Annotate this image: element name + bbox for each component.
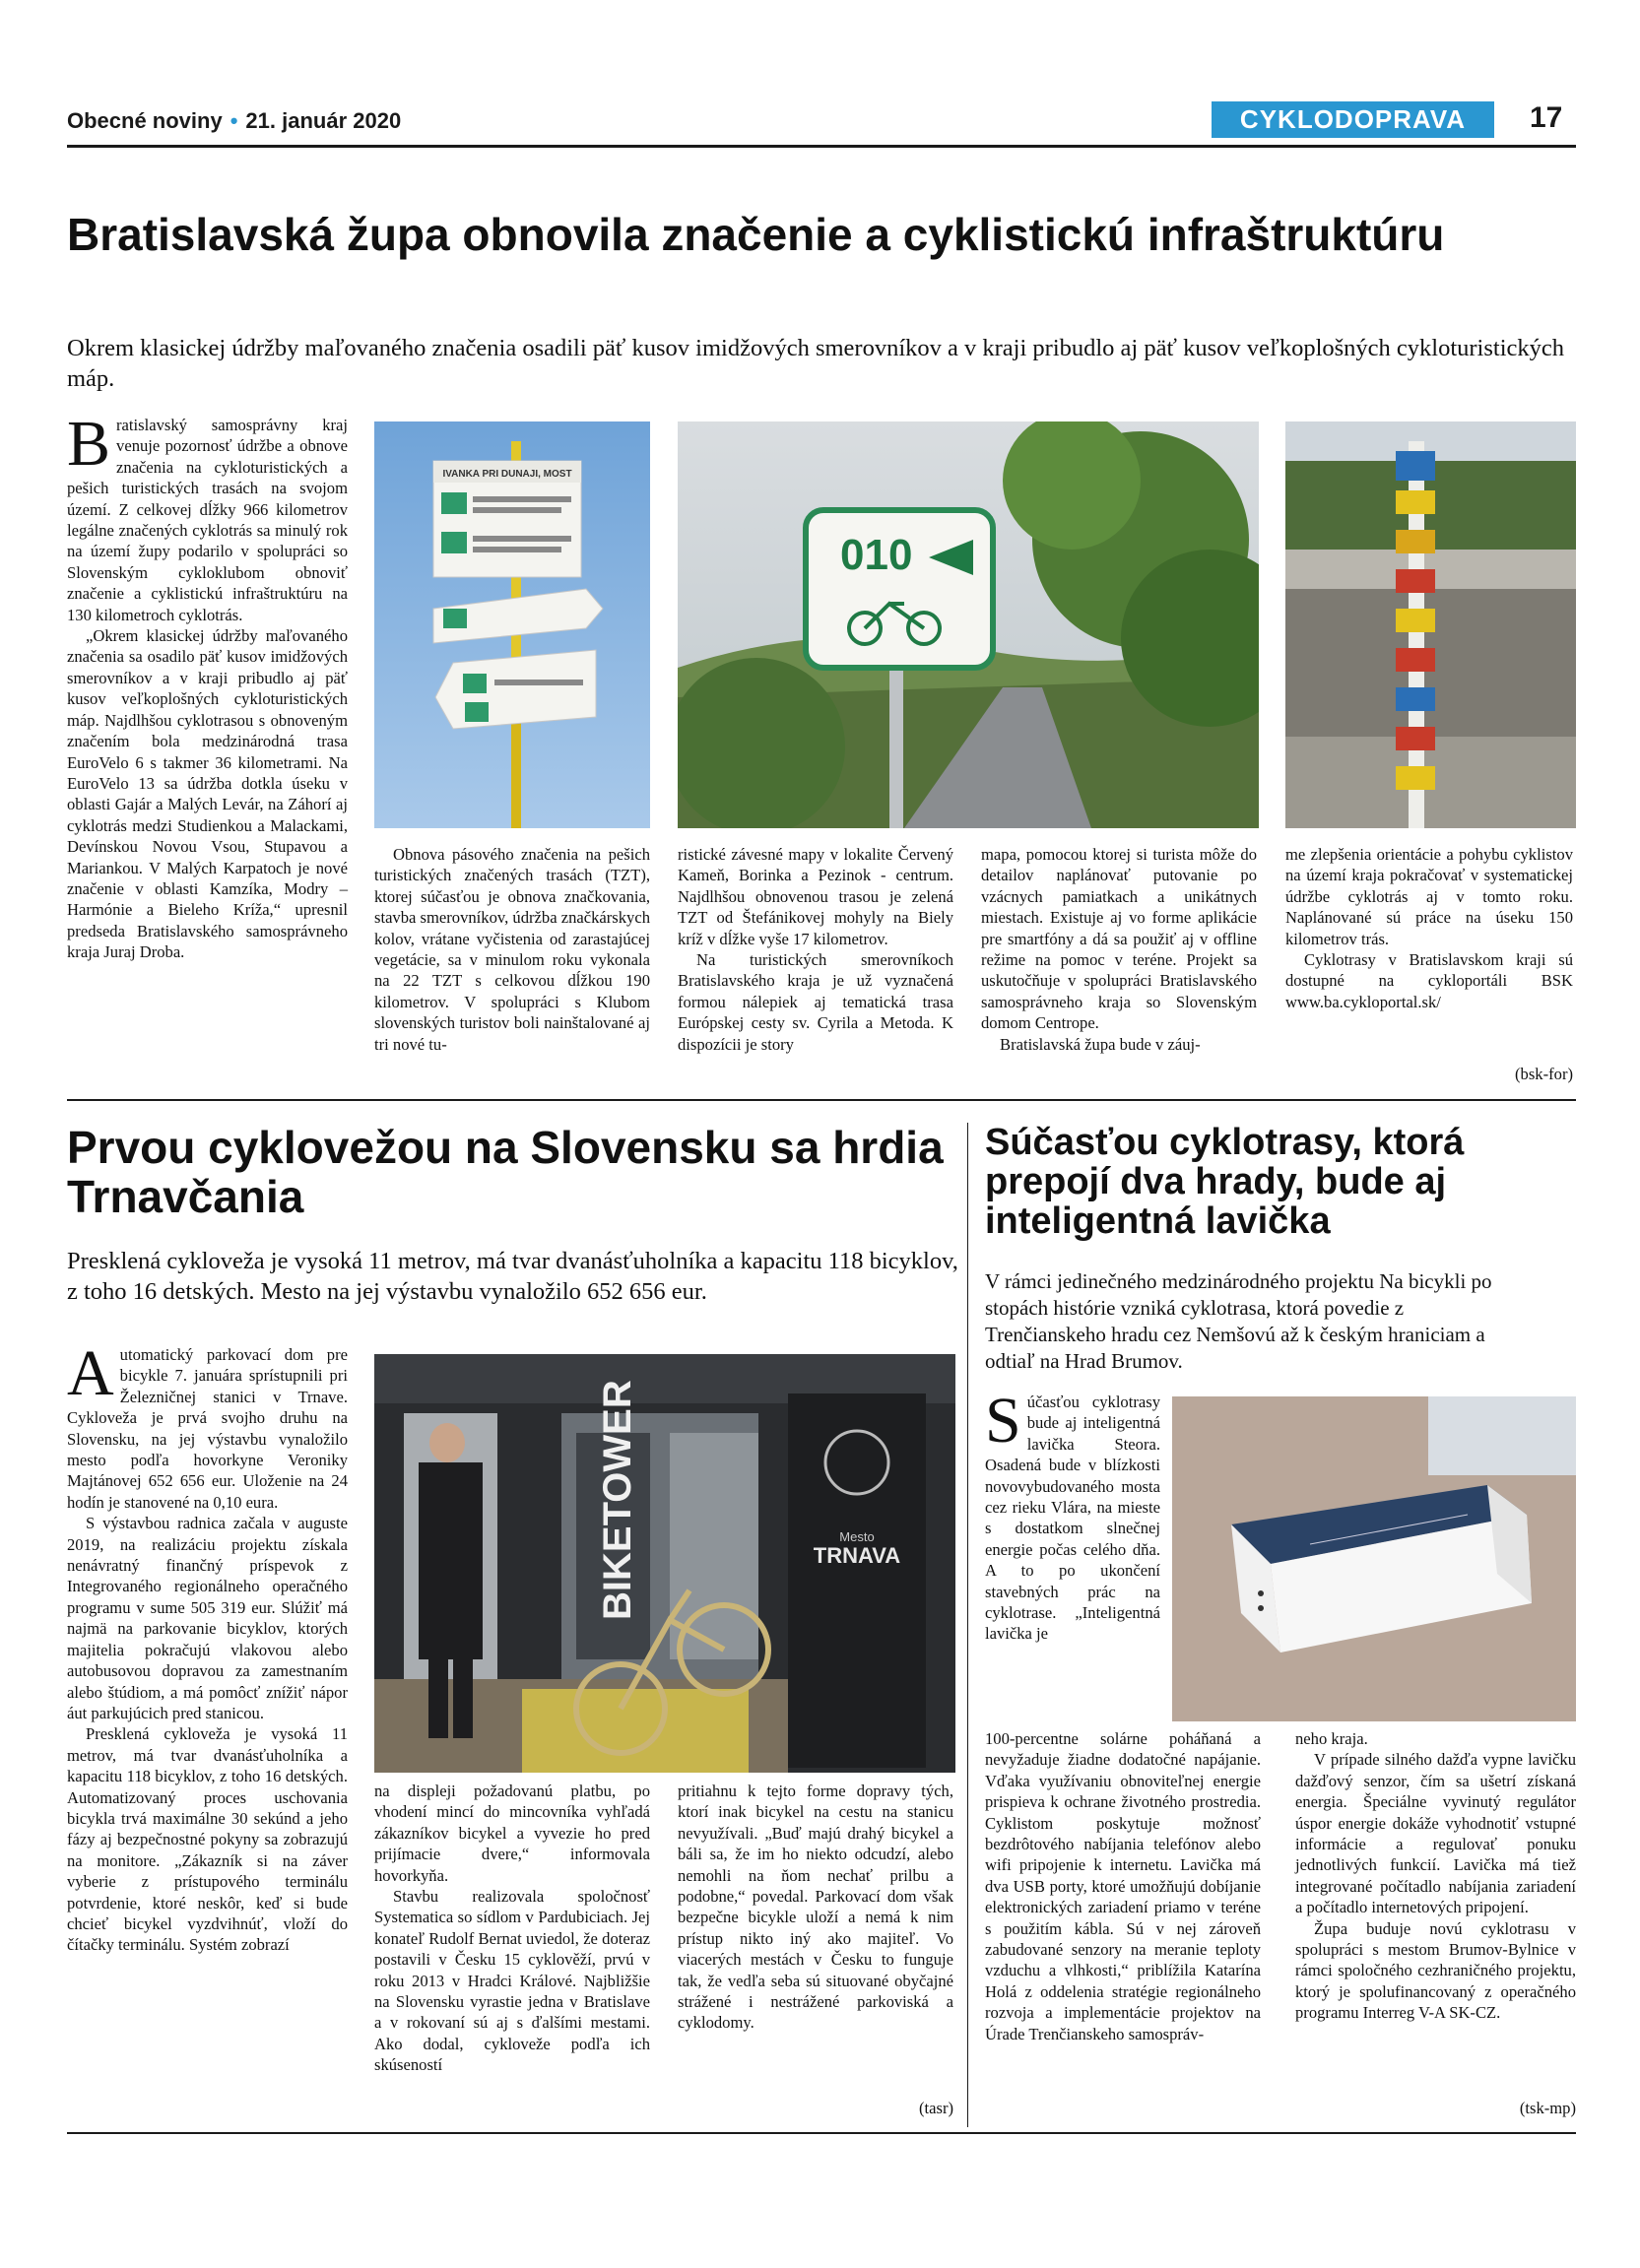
biketower-logo: BIKETOWER [596, 1380, 639, 1620]
article1-col1 [67, 408, 348, 963]
article3-dropcap: S [985, 1385, 1021, 1457]
header-rule [67, 145, 1576, 148]
article1-col2 [374, 844, 650, 1055]
issue-date: 21. január 2020 [245, 108, 402, 133]
article3-col2 [1295, 1728, 1576, 2024]
article3-col1 [985, 1728, 1261, 2044]
city-label-small: Mesto [839, 1529, 875, 1544]
photo-smart-bench [1172, 1396, 1576, 1721]
sign-route-code: 010 [840, 531, 913, 579]
header-separator: • [230, 108, 238, 133]
article3-col2-p2: V prípade silného dažďa vypne lavičku dažďový senzor, čím sa ušetrí získaná energia. Špeciálne vyvinutý regulátor úspor energie dokáže vyhodnotiť vstupné informácie a regulovať ponuku jednotlivých funkcií. Lavička má tiež integrované počítadlo nabíjania zariadení a počítadlo internetových pripojení. [1295, 1750, 1576, 1917]
article3-col1-intro: účasťou cyklotrasy bude aj inteligentná lavička Steora. Osadená bude v blízkosti novovybudovaného mosta cez rieku Vlára, na mieste s dostatkom slnečnej energie počas celého dňa. A to po ukončení stavebných prác na cyklotrase. „Inteligentná lavička je [985, 1393, 1160, 1644]
article1-col1-p2: „Okrem klasickej údržby maľovaného značenia sa osadilo päť kusov imidžových smerovníkov a v kraji pribudlo aj päť kusov veľkoplošných cykloturistických máp. Najdlhšou cyklotrasou s obnoveným značením bola medzinárodná trasa EuroVelo 6 s takmer 36 kilometrami. Na EuroVelo 13 sa údržba dotkla úseku v oblasti Gajár a Malých Levár, na Záhorí aj cyklotrás medzi Studienkou a Malackami, Devínskou Novou Vsou, Stupavou a Mariankou. V Malých Karpatoch je nové značenie v oblasti Kamzíka, Modry – Harmónie a Bieleho Kríža,“ upresnil predseda Bratislavského samosprávneho kraja Juraj Droba. [67, 626, 348, 962]
article2-col2-p2: Stavbu realizovala spoločnosť Systematica so sídlom v Pardubiciach. Jej konateľ Rudolf Bernat uviedol, že doteraz postavili v Česku 15 cyklověží, prvú v roku 2013 v Hradci Králové. Najbližšie na Slovensku vyrastie jedna v Bratislave a v rokovaní sú aj s ďalšími mestami. Ako dodal, cykloveže podľa ich skúseností [374, 1887, 650, 2075]
article3-title: Súčasťou cyklotrasy, ktorá prepojí dva hrady, bude aj inteligentná lavička [985, 1122, 1465, 1242]
article2-signature: (tasr) [918, 2099, 953, 2117]
article3-lead: V rámci jedinečného medzinárodného projektu Na bicykli po stopách histórie vzniká cyklotrasa, ktorá povedie z Trenčianskeho hradu cez Nemšovú až k českým hraniciam a odtiaľ na Hrad Brumov. [985, 1269, 1492, 1373]
photo-signpost [374, 421, 650, 828]
article1-lead: Okrem klasickej údržby maľovaného značenia osadili päť kusov imidžových smerovníkov a v kraji pribudlo aj päť kusov veľkoplošných cykloturistických máp. [67, 335, 1565, 392]
section-label: CYKLODOPRAVA [1212, 101, 1494, 138]
article1-col5 [1285, 844, 1573, 1012]
footer-rule [67, 2132, 1576, 2134]
photo-biketower [374, 1354, 955, 1773]
city-label: TRNAVA [813, 1543, 901, 1568]
article2-col2-p1: na displeji požadovanú platbu, po vhodení mincí do mincovníka vyhľadá zákazníkov bicykel a vyvezie ho pred prijímacie dvere,“ informovala hovorkyňa. [374, 1782, 650, 1885]
article1-dropcap: B [67, 408, 111, 480]
article1-col4 [981, 844, 1257, 1055]
article2-col1-p1: utomatický parkovací dom pre bicykle 7. januára sprístupnili pri Železničnej stanici v Trnave. Cykloveža je prvá svojho druhu na Slovensku, na jej výstavbu vynaložilo mesto podľa hovorkyne Veroniky Majtánovej 652 656 eur. Uloženie na 24 hodín je stanovené na 0,10 eura. [67, 1345, 348, 1512]
article1-col4-p2: Bratislavská župa bude v záuj- [1000, 1034, 1201, 1054]
article3-col1-top [985, 1385, 1160, 1645]
article1-signature: (bsk-for) [1515, 1065, 1573, 1083]
article1-col2-p1: Obnova pásového značenia na pešich turistických značených trasách (TZT), ktorej súčasťou je obnova značkovania, stavba smerovníkov, údržba značkárskych kolov, vrátane vyčistenia od zarastajúcej vegetácie, sa v minulom roku vykonala na 22 TZT s celkovou dĺžkou 190 kilometrov. V spolupráci s Klubom slovenských turistov boli nainštalované aj tri nové tu- [374, 845, 650, 1054]
article1-title: Bratislavská župa obnovila značenie a cyklistickú infraštruktúru [67, 209, 1445, 260]
article2-col1-p2: S výstavbou radnica začala v auguste 2019, na realizáciu projektu získala nenávratný finančný príspevok z Integrovaného regionálneho operačného programu v sume 505 319 eur. Slúžiť má najmä na parkovanie bicyklov, ktorých majitelia pokračujú vlakovou alebo autobusovou dopravou za zamestnaním alebo štúdiom, a má pomôcť znížiť nápor áut parkujúcich pred stanicou. [67, 1514, 348, 1722]
article1-col1-p1: ratislavský samosprávny kraj venuje pozornosť údržbe a obnove značenia na cykloturistických a pešich turistických trasách na svojom území. Z celkovej dĺžky 966 kilometrov legálne značených cyklotrás sa minulý rok na území župy podarilo v spolupráci so Slovenským cykloklubom obnoviť značenie a cyklistickú infraštruktúru na 130 kilometroch cyklotrás. [67, 416, 348, 624]
page-number: 17 [1530, 101, 1563, 134]
article3-signature: (tsk-mp) [1519, 2099, 1576, 2117]
article2-lead: Presklená cykloveža je vysoká 11 metrov, má tvar dvanásťuholníka a kapacitu 118 bicyklov, z toho 16 detských. Mesto na jej výstavbu vynaložilo 652 656 eur. [67, 1248, 958, 1305]
masthead [67, 108, 401, 134]
column-divider [967, 1123, 968, 2127]
article1-col5-p2: Cyklotrasy v Bratislavskom kraji sú dostupné na cykloportáli BSK www.ba.cykloportal.sk/ [1285, 950, 1573, 1011]
photo-sticker-pole [1285, 421, 1576, 828]
photo-cyclo-sign [678, 421, 1259, 828]
article1-col4-p1: mapa, pomocou ktorej si turista môže do detailov naplánovať putovanie po vzácnych pamiatkach a unikátnych miestach. Existuje aj vo forme aplikácie pre smartfóny a dá sa použiť aj v offline režime na pomoc v teréne. Projekt sa uskutočňuje v spolupráci Bratislavského samosprávneho kraja so Slovenským domom Centrope. [981, 845, 1257, 1033]
article2-col3-p1: pritiahnu k tejto forme dopravy tých, ktorí inak bicykel na cestu na stanicu nevyužívali. „Buď majú drahý bicykel a báli sa, že im ho niekto odcudzí, alebo nemohli na ňom nechať prilbu a podobne,“ povedal. Parkovací dom však bezpečne bicykle uloží a nemá k nim prístup nikto iný ako majiteľ. Vo viacerých mestách v Česku to funguje tak, že vedľa seba sú situované obyčajné strážené i nestrážené parkoviská a cyklodomy. [678, 1782, 953, 2033]
article2-col3 [678, 1781, 953, 2034]
paper-name: Obecné noviny [67, 108, 223, 133]
article1-col3 [678, 844, 953, 1055]
article1-col5-p1: me zlepšenia orientácie a pohybu cyklistov na území kraja pokračovať v systematickej údržbe cyklotrás aj v tomto roku. Naplánované sú práce na úseku 150 kilometrov trás. [1285, 845, 1573, 948]
sign-destination: IVANKA PRI DUNAJI, MOST [442, 469, 572, 480]
article1-col3-p2: Na turistických smerovníkoch Bratislavského kraja je už vyznačená formou nálepiek aj tematická trasa Európskej cesty sv. Cyrila a Metoda. K dispozícii je story [678, 950, 953, 1054]
article2-dropcap: A [67, 1337, 114, 1409]
article1-col3-p1: ristické závesné mapy v lokalite Červený Kameň, Borinka a Pezinok - centrum. Najdlhšou obnovenou trasou je zelená TZT od Štefánikovej mohyly na Biely kríž v dĺžke vyše 17 kilometrov. [678, 845, 953, 948]
article2-col1-p3: Presklená cykloveža je vysoká 11 metrov, má tvar dvanásťuholníka a kapacitu 118 bicyklov, z toho 16 detských. Automatizovaný proces uschovania bicykla trvá maximálne 30 sekúnd a jeho fázy aj bezpečnostné pokyny sa zobrazujú na monitore. „Zákazník si na záver vyberie z prístupového terminálu potvrdenie, ktoré neskôr, keď si bude chcieť bicykel vyzdvihnúť, vloží do čítačky terminálu. Systém zobrazí [67, 1724, 348, 1955]
article3-col1-body: 100-percentne solárne poháňaná a nevyžaduje žiadne dodatočné napájanie. Vďaka využívaniu obnoviteľnej energie prispieva k ochrane životného prostredia. Cyklistom poskytuje možnosť bezdrôtového nabíjania telefónov alebo wifi pripojenie k internetu. Lavička má dva USB porty, ktoré umožňujú dobíjanie elektronických zariadení priamo v teréne s použitím kábla. Sú v nej zároveň zabudované senzory na meranie teploty vzduchu a vlhkosti,“ priblížila Katarína Holá z oddelenia stratégie regionálneho rozvoja a implementácie projektov na Úrade Trenčianskeho samospráv- [985, 1729, 1261, 2043]
article2-col1 [67, 1337, 348, 1956]
article2-col2 [374, 1781, 650, 2076]
article3-col2-p3: Župa buduje novú cyklotrasu v spolupráci s mestom Brumov-Bylnice v rámci spoločného cezhraničného projektu, ktorý je spolufinancovaný z operačného programu Interreg V-A SK-CZ. [1295, 1918, 1576, 2023]
article3-col2-p1: neho kraja. [1295, 1729, 1368, 1748]
article-divider [67, 1099, 1576, 1101]
article2-title: Prvou cyklovežou na Slovensku sa hrdia Trnavčania [67, 1122, 944, 1222]
